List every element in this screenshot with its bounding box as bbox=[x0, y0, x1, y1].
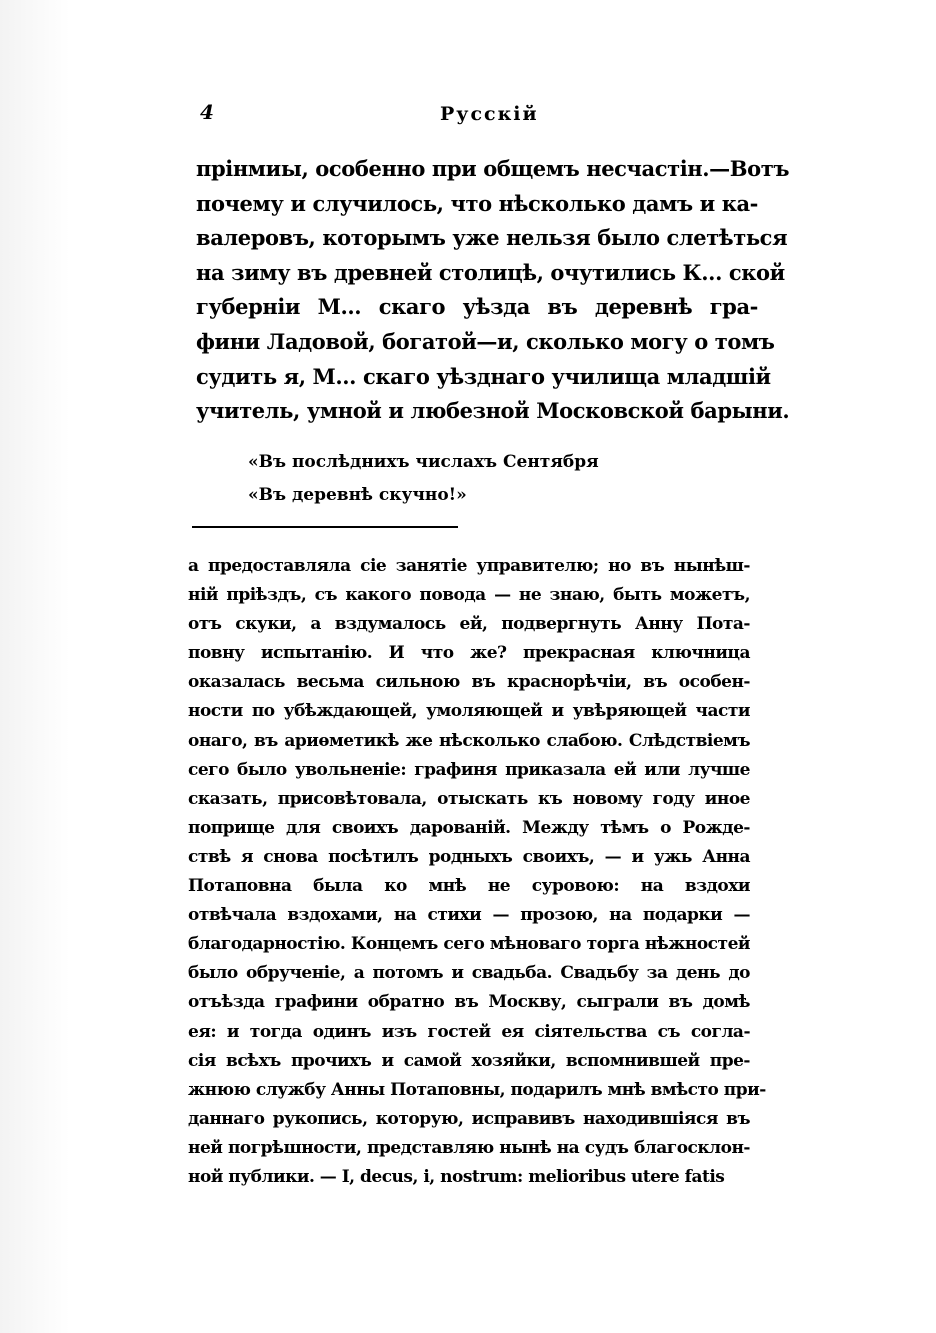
main-text-line: учитель, умной и любезной Московской барыни. bbox=[196, 398, 790, 424]
footnote-line: отъ скуки, а вздумалось ей, подвергнуть Анну Пота- bbox=[188, 614, 750, 635]
epigraph-line: «Въ послѣднихъ числахъ Сентября bbox=[248, 452, 599, 472]
footnote-line: благодарностію. Концемъ сего мѣноваго торга нѣжностей bbox=[188, 934, 750, 955]
footnote-line: повну испытанію. И что же? прекрасная ключница bbox=[188, 643, 750, 664]
main-text-line: судить я, М... скаго уѣзднаго училища младшій bbox=[196, 363, 771, 389]
footnote-line: ея: и тогда одинъ изъ гостей ея сіятельства съ согла- bbox=[188, 1021, 750, 1042]
footnote-line: отвѣчала вздохами, на стихи — прозою, на подарки — bbox=[188, 905, 750, 926]
footnote-line: ній пріѣздъ, съ какого повода — не знаю, быть можетъ, bbox=[188, 585, 750, 606]
main-text-line: губерніи М... скаго уѣзда въ деревнѣ гра- bbox=[196, 294, 758, 320]
footnote-line: поприще для своихъ дарованій. Между тѣмъ о Рожде- bbox=[188, 817, 750, 838]
footnote-line: ствѣ я снова посѣтилъ родныхъ своихъ, — и ужь Анна bbox=[188, 846, 750, 867]
footnote-divider bbox=[192, 526, 458, 528]
main-text-block bbox=[196, 152, 790, 429]
footnote-line: а предоставляла сіе занятіе управителю; но въ нынѣш- bbox=[188, 556, 750, 576]
footnote-line: было обрученіе, а потомъ и свадьба. Свадьбу за день до bbox=[188, 963, 750, 984]
footnote-line: онаго, въ ариѳметикѣ же нѣсколько слабою. Слѣдствіемъ bbox=[188, 730, 750, 751]
footnote-line: даннаго рукопись, которую, исправивъ находившіяся въ bbox=[188, 1108, 750, 1129]
page-gutter-shade bbox=[0, 0, 70, 1333]
running-head: Русскій bbox=[440, 103, 539, 125]
footnote-line: оказалась весьма сильною въ краснорѣчіи, въ особен- bbox=[188, 672, 750, 693]
footnote-line: сказать, присовѣтовала, отыскать къ новому году иное bbox=[188, 788, 750, 809]
footnote-line: ней погрѣшности, представляю нынѣ на судъ благосклон- bbox=[188, 1137, 750, 1158]
epigraph-line: «Въ деревнѣ скучно!» bbox=[248, 485, 467, 505]
main-text-line: на зиму въ древней столицѣ, очутились К... ской bbox=[196, 259, 785, 285]
page-number: 4 bbox=[200, 100, 214, 124]
footnote-line: сія всѣхъ прочихъ и самой хозяйки, вспомнившей пре- bbox=[188, 1050, 750, 1071]
footnote-line: отъѣзда графини обратно въ Москву, сыграли въ домѣ bbox=[188, 992, 750, 1013]
main-text-line: прінмиы, особенно при общемъ несчастін.—Вотъ bbox=[196, 156, 790, 181]
footnote-block bbox=[188, 552, 766, 1192]
main-text-line: почему и случилось, что нѣсколько дамъ и ка- bbox=[196, 190, 758, 216]
footnote-line: Потаповна была ко мнѣ не суровою: на вздохи bbox=[188, 876, 750, 897]
footnote-line: жнюю службу Анны Потаповны, подарилъ мнѣ вмѣсто при- bbox=[188, 1079, 766, 1100]
main-text-line: фини Ладовой, богатой—и, сколько могу о томъ bbox=[196, 328, 775, 354]
footnote-line: ности по убѣждающей, умоляющей и увѣряющей части bbox=[188, 701, 750, 722]
footnote-line: сего было увольненіе: графиня приказала ей или лучше bbox=[188, 759, 750, 780]
main-text-line: валеровъ, которымъ уже нельзя было слетѣться bbox=[196, 225, 788, 251]
epigraph bbox=[248, 446, 648, 512]
footnote-line: ной публики. — I, decus, i, nostrum: melioribus utere fatis bbox=[188, 1166, 725, 1187]
